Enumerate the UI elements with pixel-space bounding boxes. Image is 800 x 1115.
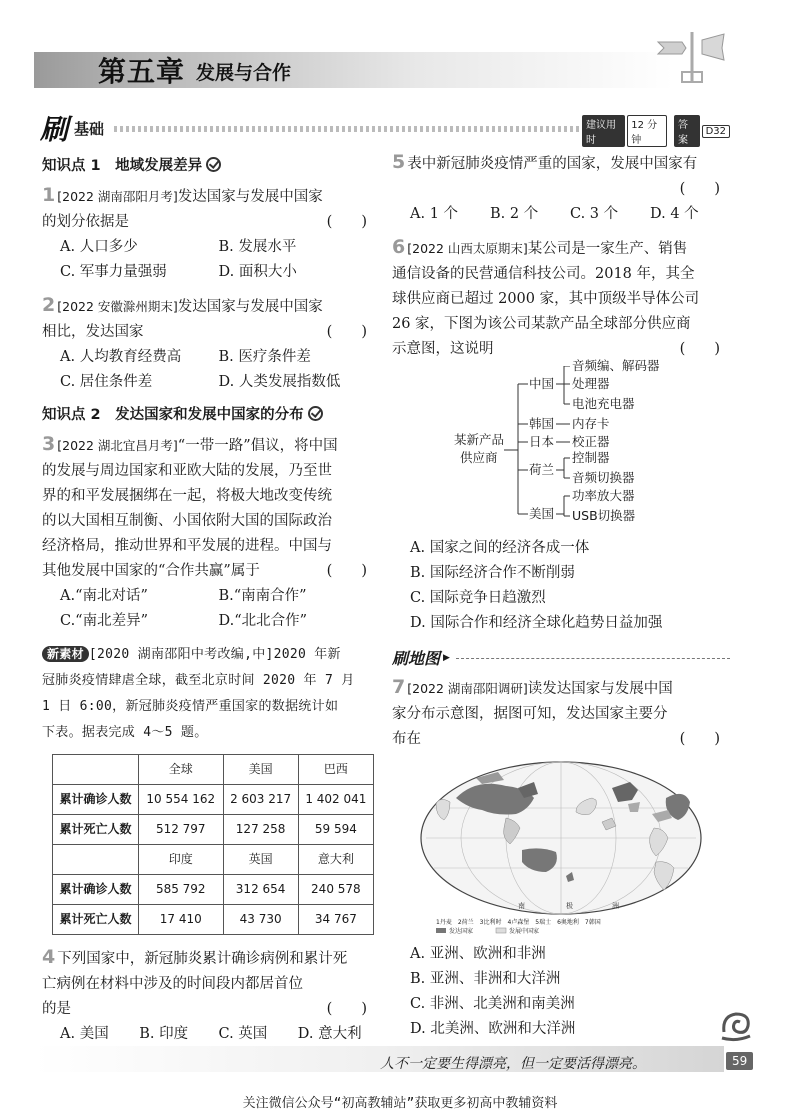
option-c[interactable]: C. 英国 — [218, 1026, 268, 1042]
weathervane-icon — [652, 26, 728, 86]
question-source: [2022 安徽滁州期末] — [57, 299, 178, 314]
table-cell: 2 603 217 — [223, 785, 298, 815]
table-header-row — [53, 755, 374, 785]
answer-blank[interactable]: ( ) — [326, 563, 367, 579]
country-china: 中国 — [529, 376, 555, 391]
option-b[interactable]: B. 国际经济合作不断削弱 — [410, 565, 575, 581]
supplier-diagram-lines — [392, 366, 730, 534]
country-japan: 日本 — [529, 434, 555, 449]
check-icon — [308, 406, 323, 421]
answer-blank[interactable]: ( ) — [679, 181, 720, 197]
section-label: 基础 — [74, 120, 105, 138]
svg-text:发展中国家: 发展中国家 — [509, 928, 540, 935]
question-stem: 下列国家中，新冠肺炎累计确诊病例和累计死 — [57, 951, 348, 967]
question-stem: 亡病例在材料中涉及的时间段内都居首位 — [42, 976, 303, 992]
time-tag — [582, 115, 730, 147]
motto: 人不一定要生得漂亮，但一定要活得漂亮。 — [380, 1056, 646, 1072]
product: 音频切换器 — [572, 470, 635, 485]
table-cell: 10 554 162 — [139, 785, 224, 815]
option-d[interactable]: D. 面积大小 — [218, 264, 297, 280]
knowledge-point-1 — [42, 154, 377, 179]
column-header: 美国 — [223, 755, 298, 785]
table-cell: 312 654 — [223, 875, 298, 905]
answer-label: 答案 — [674, 115, 700, 147]
chapter-number: 第五章 — [98, 55, 186, 88]
product: 处理器 — [572, 376, 610, 391]
table-row — [53, 815, 374, 845]
question-source: [2022 湖南邵阳调研] — [407, 681, 528, 696]
answer-page: D32 — [702, 125, 730, 138]
question-stem: 的发展与周边国家和亚欧大陆的发展，乃至世 — [42, 463, 332, 479]
page-number: 59 — [726, 1052, 753, 1070]
question-stem: “一带一路”倡议，将中国 — [177, 438, 338, 454]
answer-blank[interactable]: ( ) — [326, 324, 367, 340]
question-stem: 示意图，这说明 — [392, 341, 494, 357]
country-korea: 韩国 — [529, 416, 555, 431]
question-stem: 的划分依据是 — [42, 214, 129, 230]
option-c[interactable]: C. 国际竞争日趋激烈 — [410, 590, 546, 606]
options — [392, 536, 730, 636]
question-stem: 表中新冠肺炎疫情严重的国家，发展中国家有 — [407, 156, 698, 172]
option-d[interactable]: D. 人类发展指数低 — [218, 374, 341, 390]
option-d[interactable]: D. 4 个 — [650, 206, 699, 222]
table-cell: 240 578 — [298, 875, 373, 905]
play-icon: ▶ — [443, 653, 450, 663]
question-stem: 的是 — [42, 1001, 71, 1017]
table-cell: 34 767 — [298, 905, 373, 935]
row-header: 累计死亡人数 — [53, 905, 139, 935]
check-icon — [206, 157, 221, 172]
material-block — [42, 642, 377, 746]
question-stem: 相比，发达国家 — [42, 324, 144, 340]
world-map-image — [416, 758, 706, 936]
option-a[interactable]: A. 国家之间的经济各成一体 — [410, 540, 590, 556]
question-number: 4 — [42, 946, 56, 968]
covid-data-table — [52, 754, 374, 935]
question-1 — [42, 183, 377, 285]
option-d[interactable]: D.“北北合作” — [218, 613, 308, 629]
question-number: 3 — [42, 433, 56, 455]
column-header: 印度 — [139, 845, 224, 875]
time-label: 建议用时 — [582, 115, 625, 147]
column-header: 全球 — [139, 755, 224, 785]
options — [392, 942, 730, 1042]
table-cell: 127 258 — [223, 815, 298, 845]
chapter-title: 发展与合作 — [196, 62, 292, 84]
svg-text:极: 极 — [566, 902, 573, 910]
answer-blank[interactable]: ( ) — [326, 1001, 367, 1017]
row-header: 累计确诊人数 — [53, 785, 139, 815]
option-b[interactable]: B. 2 个 — [490, 206, 539, 222]
options — [42, 584, 377, 634]
question-stem: 26 家，下图为该公司某款产品全球部分供应商 — [392, 316, 691, 332]
options — [42, 1022, 377, 1047]
option-c[interactable]: C. 军事力量强弱 — [60, 264, 167, 280]
options — [392, 202, 730, 227]
question-number: 2 — [42, 294, 56, 316]
time-value: 12 分钟 — [627, 115, 667, 147]
question-stem: 家分布示意图，据图可知，发达国家主要分 — [392, 706, 668, 722]
option-c[interactable]: C. 3 个 — [570, 206, 619, 222]
question-2 — [42, 293, 377, 395]
table-cell: 585 792 — [139, 875, 224, 905]
question-stem: 布在 — [392, 731, 421, 747]
answer-blank[interactable]: ( ) — [679, 341, 720, 357]
option-b[interactable]: B. 医疗条件差 — [218, 349, 311, 365]
knowledge-point-2-label: 知识点 2 发达国家和发展中国家的分布 — [42, 407, 304, 423]
option-c[interactable]: C. 非洲、北美洲和南美洲 — [410, 996, 575, 1012]
table-corner — [53, 755, 139, 785]
question-number: 6 — [392, 236, 406, 258]
option-b[interactable]: B. 发展水平 — [218, 239, 297, 255]
question-stem: 的以大国相互制衡、小国依附大国的国际政治 — [42, 513, 332, 529]
table-row — [53, 905, 374, 935]
column-header: 巴西 — [298, 755, 373, 785]
options — [42, 345, 377, 395]
option-b[interactable]: B.“南南合作” — [218, 588, 307, 604]
question-6 — [392, 235, 730, 636]
table-row — [53, 875, 374, 905]
question-number: 1 — [42, 184, 56, 206]
option-b[interactable]: B. 印度 — [139, 1026, 189, 1042]
swirl-logo-icon — [716, 1006, 756, 1046]
option-a[interactable]: A. 亚洲、欧洲和非洲 — [410, 946, 546, 962]
table-header-row — [53, 845, 374, 875]
question-stem: 其他发展中国家的“合作共赢”属于 — [42, 563, 260, 579]
map-section-label: 刷地图 — [392, 649, 441, 668]
country-netherlands: 荷兰 — [529, 462, 555, 477]
table-corner — [53, 845, 139, 875]
brush-label: 刷 — [40, 113, 69, 146]
answer-blank[interactable]: ( ) — [326, 214, 367, 230]
question-4 — [42, 945, 377, 1047]
material-text: 下表。据表完成 4～5 题。 — [42, 725, 208, 740]
product: 内存卡 — [572, 416, 610, 431]
world-map — [416, 758, 706, 936]
options — [42, 235, 377, 285]
table-cell: 59 594 — [298, 815, 373, 845]
option-d[interactable]: D. 北美洲、欧洲和大洋洲 — [410, 1021, 576, 1037]
svg-text:发达国家: 发达国家 — [449, 928, 474, 935]
option-a[interactable]: A. 人均教育经费高 — [60, 349, 182, 365]
question-source: [2022 湖北宜昌月考] — [57, 438, 178, 453]
table-cell: 43 730 — [223, 905, 298, 935]
section-divider — [114, 126, 614, 132]
column-header: 意大利 — [298, 845, 373, 875]
question-stem: 发达国家与发展中国家 — [177, 299, 323, 315]
product: 校正器 — [572, 434, 610, 449]
option-d[interactable]: D. 意大利 — [297, 1026, 362, 1042]
material-text: [2020 湖南邵阳中考改编,中]2020 年新 — [88, 647, 341, 662]
question-stem: 经济格局，推动世界和平发展的进程。中国与 — [42, 538, 332, 554]
question-5 — [392, 150, 730, 227]
column-header: 英国 — [223, 845, 298, 875]
option-a[interactable]: A.“南北对话” — [60, 588, 148, 604]
question-source: [2022 山西太原期末] — [407, 241, 528, 256]
option-a[interactable]: A. 1 个 — [410, 206, 459, 222]
right-column — [392, 150, 730, 1042]
question-3 — [42, 432, 377, 634]
table-cell: 512 797 — [139, 815, 224, 845]
map-section-header — [392, 646, 730, 671]
svg-text:洲: 洲 — [612, 902, 619, 910]
table-cell: 17 410 — [139, 905, 224, 935]
section-divider — [456, 658, 730, 659]
question-stem: 球供应商已超过 2000 家，其中顶级半导体公司 — [392, 291, 700, 307]
diagram-root: 供应商 — [460, 450, 498, 465]
country-usa: 美国 — [529, 506, 555, 521]
question-stem: 读发达国家与发展中国 — [527, 681, 673, 697]
product: USB切换器 — [572, 508, 636, 523]
svg-text:南: 南 — [518, 902, 525, 910]
new-material-badge: 新素材 — [42, 646, 89, 662]
row-header: 累计死亡人数 — [53, 815, 139, 845]
question-stem: 通信设备的民营通信科技公司。2018 年，其全 — [392, 266, 695, 282]
knowledge-point-2 — [42, 403, 377, 428]
option-a[interactable]: A. 美国 — [60, 1026, 109, 1042]
option-c[interactable]: C. 居住条件差 — [60, 374, 153, 390]
row-header: 累计确诊人数 — [53, 875, 139, 905]
option-d[interactable]: D. 国际合作和经济全球化趋势日益加强 — [410, 615, 663, 631]
knowledge-point-1-label: 知识点 1 地域发展差异 — [42, 158, 203, 174]
question-stem: 发达国家与发展中国家 — [177, 189, 323, 205]
question-source: [2022 湖南邵阳月考] — [57, 189, 178, 204]
question-stem: 某公司是一家生产、销售 — [527, 241, 688, 257]
option-c[interactable]: C.“南北差异” — [60, 613, 149, 629]
svg-text:1丹麦 2荷兰 3比利时 4卢森堡 5瑞士 6奥地利 7韩国: 1丹麦 2荷兰 3比利时 4卢森堡 5瑞士 6奥地利 7韩国 — [436, 919, 601, 926]
product: 控制器 — [572, 450, 610, 465]
material-text: 冠肺炎疫情肆虐全球，截至北京时间 2020 年 7 月 — [42, 673, 355, 688]
option-b[interactable]: B. 亚洲、非洲和大洋洲 — [410, 971, 561, 987]
supplier-diagram — [392, 358, 730, 534]
product: 音频编、解码器 — [572, 358, 660, 373]
question-stem: 界的和平发展捆绑在一起，将极大地改变传统 — [42, 488, 332, 504]
table-row — [53, 785, 374, 815]
table-cell: 1 402 041 — [298, 785, 373, 815]
left-column — [42, 150, 377, 1047]
footer-note: 关注微信公众号“初高教辅站”获取更多初高中教辅资料 — [242, 1096, 558, 1111]
diagram-root: 某新产品 — [454, 432, 505, 447]
product: 功率放大器 — [572, 488, 635, 503]
question-7 — [392, 675, 730, 1042]
answer-blank[interactable]: ( ) — [679, 731, 720, 747]
question-number: 5 — [392, 151, 406, 173]
option-a[interactable]: A. 人口多少 — [60, 239, 138, 255]
question-number: 7 — [392, 676, 406, 698]
section-header — [40, 108, 730, 146]
product: 电池充电器 — [572, 396, 635, 411]
material-text: 1 日 6:00，新冠肺炎疫情严重国家的数据统计如 — [42, 699, 339, 714]
